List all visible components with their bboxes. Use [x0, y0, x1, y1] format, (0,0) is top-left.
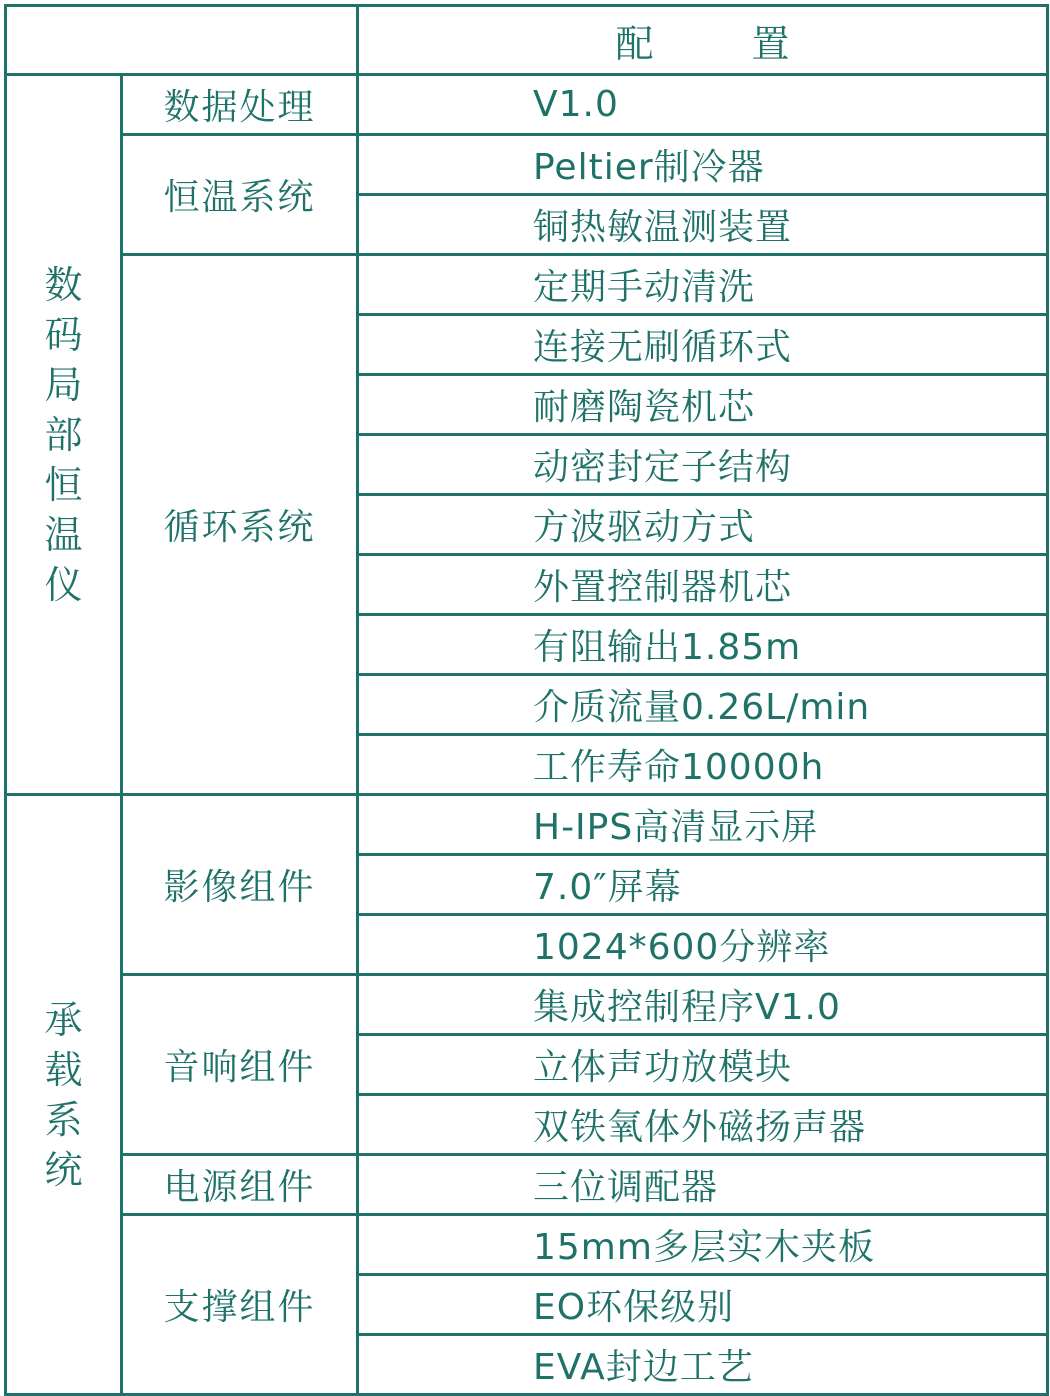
- spec-value: 工作寿命10000h: [358, 735, 1048, 795]
- table-row: [6, 75, 1048, 135]
- group-name: 循环系统: [122, 255, 358, 795]
- spec-value: EO环保级别: [358, 1275, 1048, 1335]
- spec-value: V1.0: [358, 75, 1048, 135]
- table-row: [6, 255, 1048, 315]
- spec-value: 铜热敏温测装置: [358, 195, 1048, 255]
- spec-value: 定期手动清洗: [358, 255, 1048, 315]
- spec-value: 动密封定子结构: [358, 435, 1048, 495]
- group-name: 音响组件: [122, 975, 358, 1155]
- category-cell: [6, 795, 122, 1395]
- group-name: 数据处理: [122, 75, 358, 135]
- spec-value: 方波驱动方式: [358, 495, 1048, 555]
- config-header: 配 置: [358, 6, 1048, 75]
- spec-value: 外置控制器机芯: [358, 555, 1048, 615]
- group-name: 电源组件: [122, 1155, 358, 1215]
- table-row: [6, 795, 1048, 855]
- table-row: [6, 135, 1048, 195]
- table-row: [6, 975, 1048, 1035]
- table-row: [6, 1155, 1048, 1215]
- spec-value: Peltier制冷器: [358, 135, 1048, 195]
- spec-value: 立体声功放模块: [358, 1035, 1048, 1095]
- spec-value: 1024*600分辨率: [358, 915, 1048, 975]
- spec-value: 15mm多层实木夹板: [358, 1215, 1048, 1275]
- group-name: 影像组件: [122, 795, 358, 975]
- spec-value: 有阻输出1.85m: [358, 615, 1048, 675]
- spec-value: EVA封边工艺: [358, 1335, 1048, 1395]
- category-label: 数码局部恒温仪: [44, 262, 83, 607]
- spec-value: 双铁氧体外磁扬声器: [358, 1095, 1048, 1155]
- spec-value: 集成控制程序V1.0: [358, 975, 1048, 1035]
- category-cell: [6, 75, 122, 795]
- header-empty-cell: [6, 6, 358, 75]
- group-name: 支撑组件: [122, 1215, 358, 1395]
- spec-value: 耐磨陶瓷机芯: [358, 375, 1048, 435]
- group-name: 恒温系统: [122, 135, 358, 255]
- table-row: [6, 1215, 1048, 1275]
- spec-value: H-IPS高清显示屏: [358, 795, 1048, 855]
- spec-value: 三位调配器: [358, 1155, 1048, 1215]
- spec-value: 介质流量0.26L/min: [358, 675, 1048, 735]
- category-label: 承载系统: [44, 997, 83, 1192]
- header-row: [6, 6, 1048, 75]
- spec-value: 连接无刷循环式: [358, 315, 1048, 375]
- spec-value: 7.0″屏幕: [358, 855, 1048, 915]
- spec-table: [4, 4, 1049, 1396]
